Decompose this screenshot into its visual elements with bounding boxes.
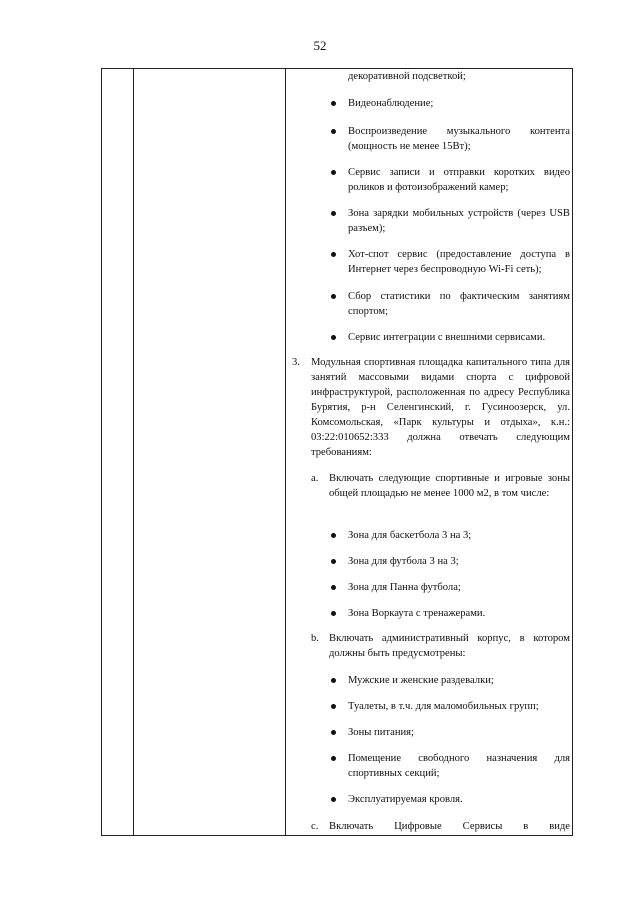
column-divider-2 bbox=[285, 69, 286, 835]
bullet-text: Сбор статистики по фактическим занятиям спортом; bbox=[348, 291, 570, 317]
bullet-text: Зона для Панна футбола; bbox=[348, 582, 461, 593]
bullet-icon bbox=[331, 170, 336, 175]
bullet-text: Эксплуатируемая кровля. bbox=[348, 794, 463, 805]
item-text: Включать Цифровые Сервисы в виде bbox=[329, 821, 570, 832]
bullet-text: Сервис записи и отправки коротких видео роликов и фотоизображений камер; bbox=[348, 167, 570, 193]
bullet-icon bbox=[331, 704, 336, 709]
bullet-icon bbox=[331, 559, 336, 564]
bullet-text: Воспроизведение музыкального контента (мощность не менее 15Вт); bbox=[348, 126, 570, 152]
bullet-text: Хот-спот сервис (предоставление доступа в Интернет через беспроводную Wi-Fi сеть); bbox=[348, 249, 570, 275]
bullet-text: Зоны питания; bbox=[348, 727, 414, 738]
bullet-icon bbox=[331, 797, 336, 802]
page-number: 52 bbox=[313, 38, 327, 53]
column-divider-1 bbox=[133, 69, 134, 835]
bullet-text: Зона зарядки мобильных устройств (через USB разъем); bbox=[348, 208, 570, 234]
item-number: 3. bbox=[292, 357, 300, 368]
bullet-icon bbox=[331, 294, 336, 299]
item-text: Включать административный корпус, в котором должны быть предусмотрены: bbox=[329, 633, 570, 659]
bullet-icon bbox=[331, 335, 336, 340]
bullet-icon bbox=[331, 211, 336, 216]
bullet-icon bbox=[331, 678, 336, 683]
bullet-icon bbox=[331, 129, 336, 134]
item-text: Включать следующие спортивные и игровые зоны общей площадью не менее 1000 м2, в том числе: bbox=[329, 473, 570, 499]
item-letter: c. bbox=[311, 821, 319, 832]
bullet-text: декоративной подсветкой; bbox=[348, 71, 466, 82]
bullet-text: Видеонаблюдение; bbox=[348, 98, 434, 109]
item-letter: b. bbox=[311, 633, 319, 644]
bullet-text: Помещение свободного назначения для спортивных секций; bbox=[348, 753, 570, 779]
item-text: Модульная спортивная площадка капитального типа для занятий массовыми видами спорта с цифровой инфраструктурой, расположенная по адресу Республика Бурятия, р-н Селенгинский, г. Гусиноозерск, ул. Комсомольская, «Парк культуры и отдыха», к.н.: 03:22:010652:333 должна отвечать следующим требованиям: bbox=[311, 357, 570, 458]
bullet-icon bbox=[331, 730, 336, 735]
bullet-text: Зона для баскетбола 3 на 3; bbox=[348, 530, 472, 541]
bullet-icon bbox=[331, 611, 336, 616]
bullet-icon bbox=[331, 252, 336, 257]
bullet-text: Мужские и женские раздевалки; bbox=[348, 675, 494, 686]
item-letter: a. bbox=[311, 473, 319, 484]
bullet-text: Зона Воркаута с тренажерами. bbox=[348, 608, 486, 619]
bullet-icon bbox=[331, 533, 336, 538]
bullet-text: Сервис интеграции с внешними сервисами. bbox=[348, 332, 546, 343]
bullet-icon bbox=[331, 101, 336, 106]
bullet-text: Зона для футбола 3 на 3; bbox=[348, 556, 459, 567]
bullet-icon bbox=[331, 756, 336, 761]
bullet-text: Туалеты, в т.ч. для маломобильных групп; bbox=[348, 701, 539, 712]
bullet-icon bbox=[331, 585, 336, 590]
requirements-table bbox=[101, 68, 573, 836]
